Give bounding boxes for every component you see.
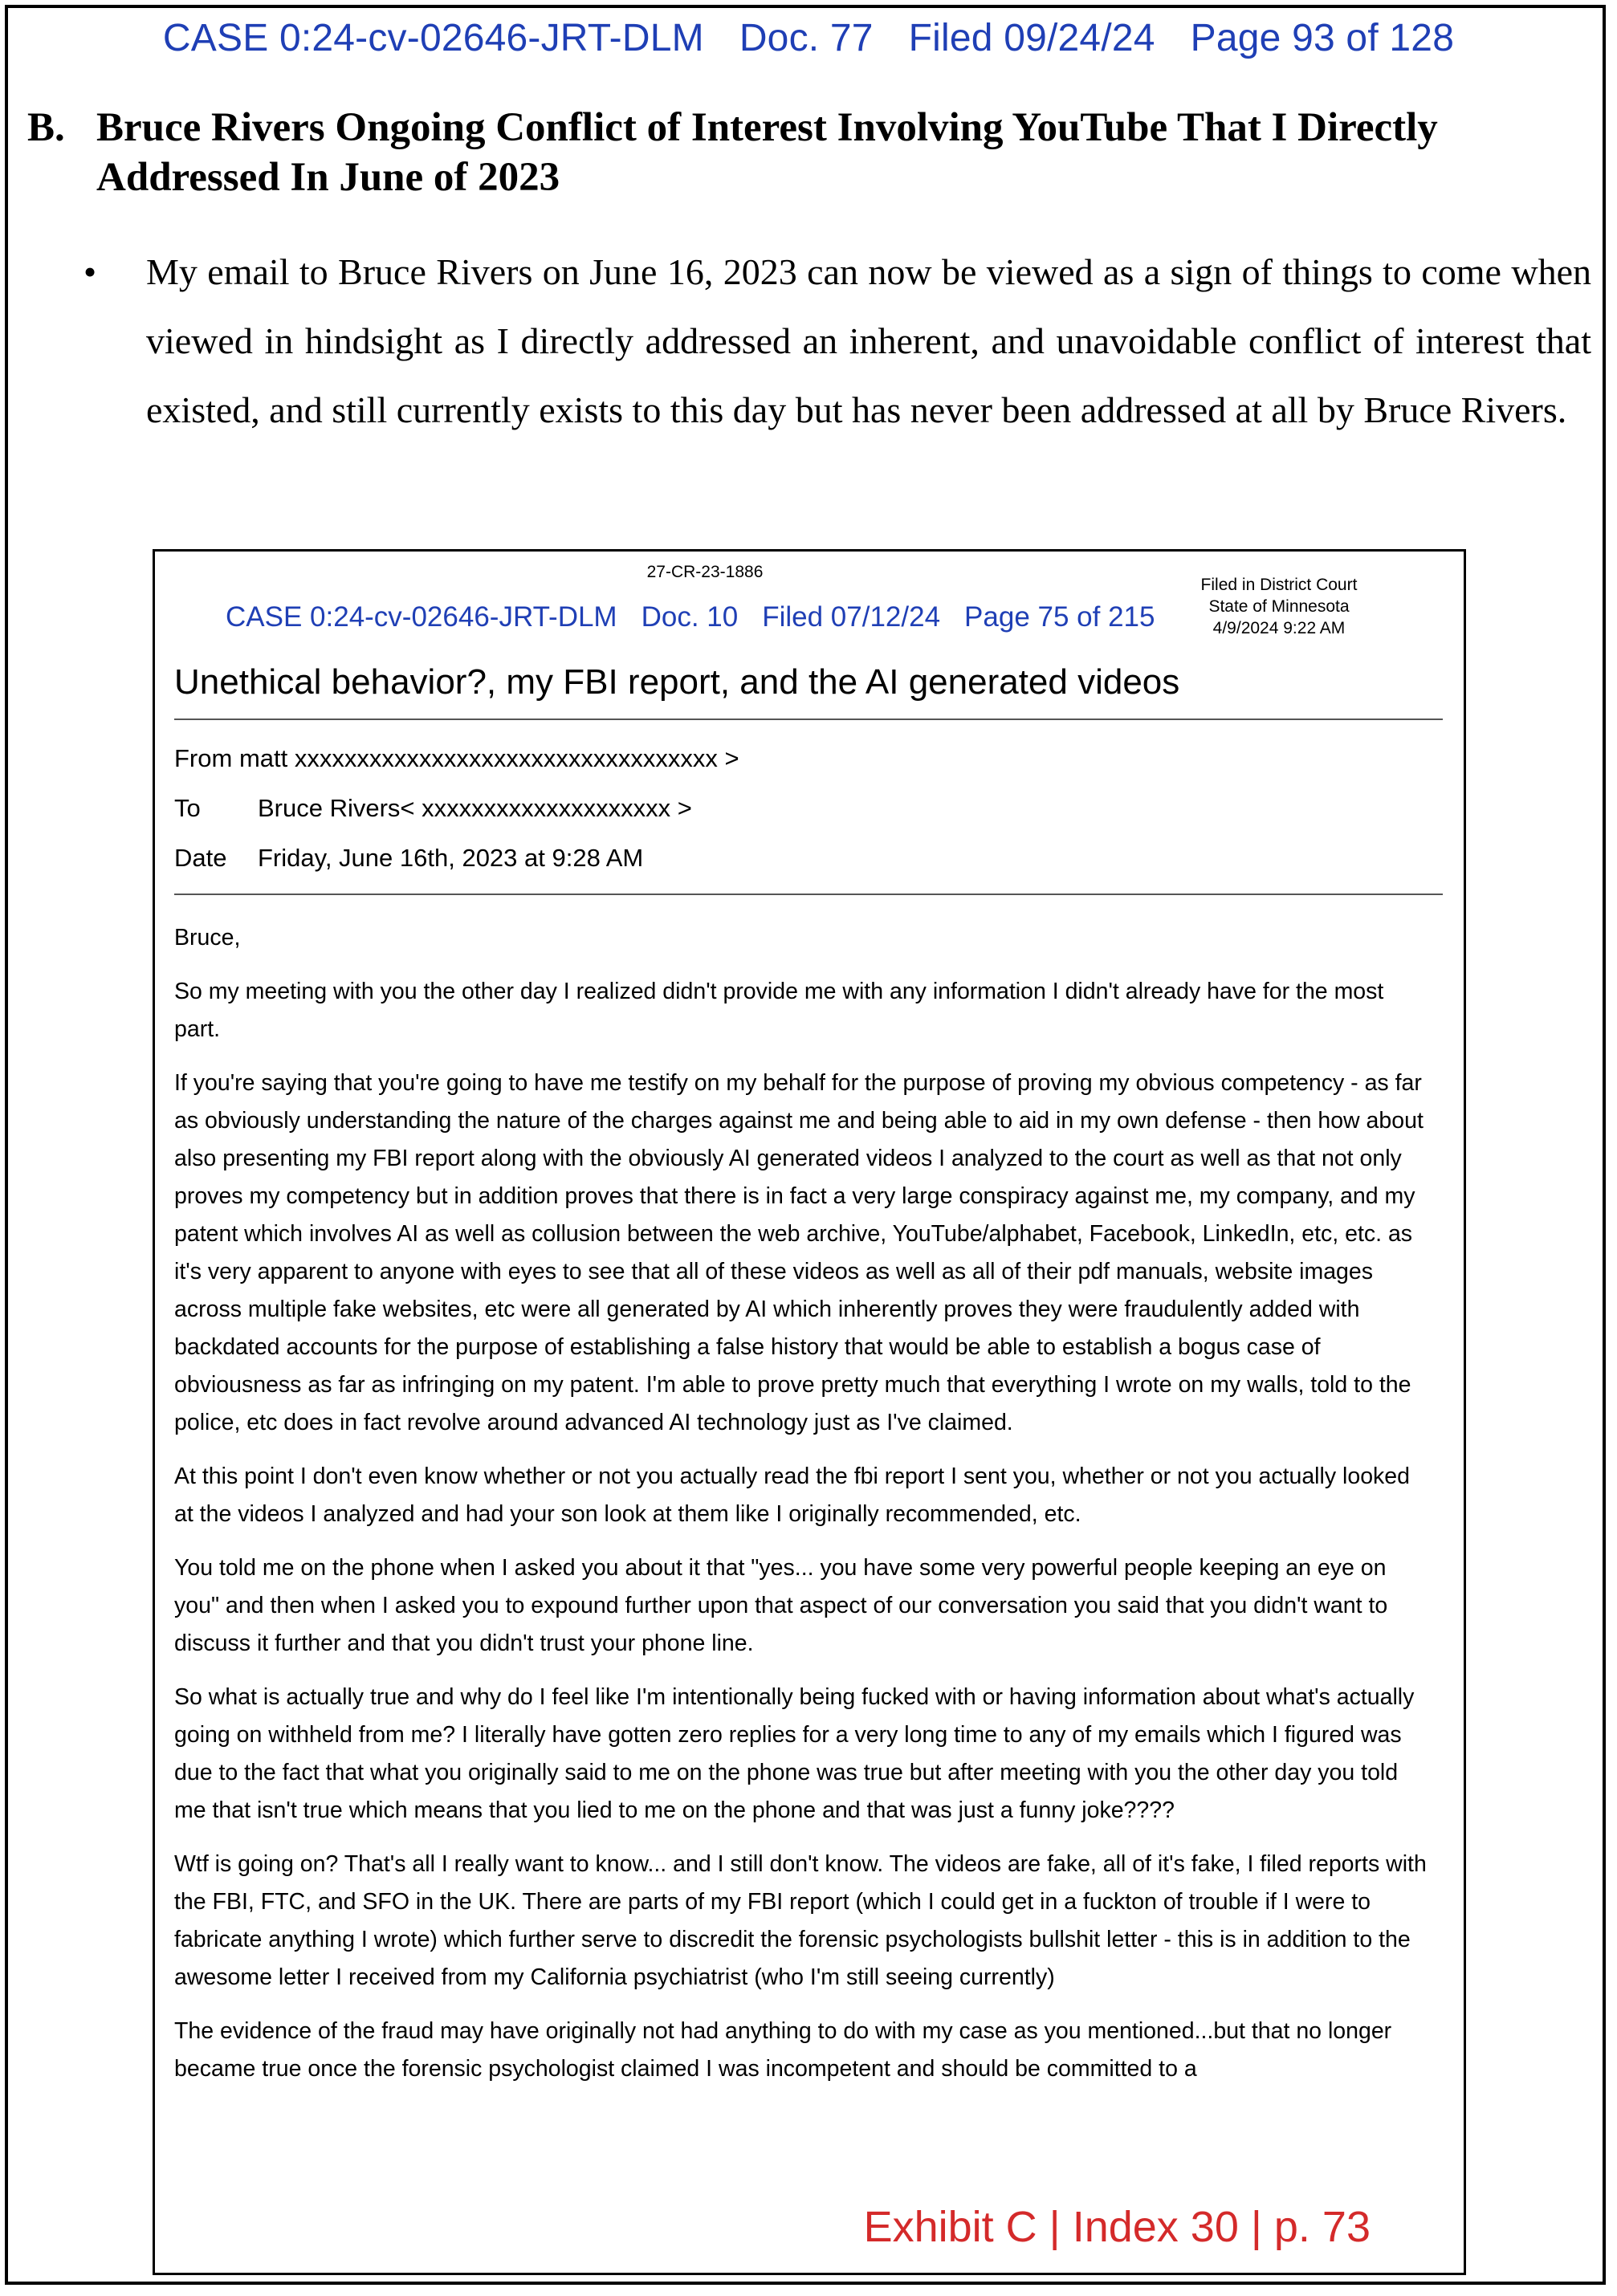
bullet-icon: • bbox=[83, 251, 97, 292]
section-title: Bruce Rivers Ongoing Conflict of Interest Involving YouTube That I Directly Addressed In June of 2023 bbox=[96, 105, 1438, 200]
email-paragraph: Bruce, bbox=[174, 925, 241, 951]
to-label: To bbox=[174, 794, 201, 822]
divider bbox=[174, 894, 1443, 895]
email-from-row bbox=[174, 744, 739, 773]
case-number: CASE 0:24-cv-02646-JRT-DLM bbox=[162, 17, 704, 59]
date-value: Friday, June 16th, 2023 at 9:28 AM bbox=[258, 844, 644, 872]
exhibit-stamp: Exhibit C | Index 30 | p. 73 bbox=[863, 2203, 1371, 2251]
exhibit-case-number: CASE 0:24-cv-02646-JRT-DLM bbox=[226, 601, 617, 633]
exhibit-document bbox=[153, 549, 1466, 2275]
email-subject: Unethical behavior?, my FBI report, and the AI generated videos bbox=[174, 662, 1180, 702]
filed-date: Filed 09/24/24 bbox=[908, 17, 1155, 59]
email-paragraph: So what is actually true and why do I feel like I'm intentionally being fucked with or having information about what's actually going on withheld from me? I literally have gotten zero replies for a very long time to any of my emails which I figured was due to the fact that what you originally said to me on the phone was true but after meeting with you the other day you told me that isn't true which means that you lied to me on the phone and that was just a funny joke???? bbox=[174, 1684, 1415, 1823]
email-paragraph: So my meeting with you the other day I realized didn't provide me with any information I didn't already have for the most part. bbox=[174, 979, 1384, 1042]
exhibit-page: Page 75 of 215 bbox=[964, 601, 1155, 633]
email-paragraph: Wtf is going on? That's all I really want to know... and I still don't know. The videos are fake, all of it's fake, I filed reports with the FBI, FTC, and SFO in the UK. There are parts of my FBI report (which I could get in a fuckton of trouble if I were to fabricate anything I wrote) which further serve to discredit the forensic psychologists bullshit letter - this is in addition to the awesome letter I received from my California psychiatrist (who I'm still seeing currently) bbox=[174, 1851, 1427, 1990]
doc-number: Doc. 77 bbox=[739, 17, 874, 59]
email-paragraph: The evidence of the fraud may have originally not had anything to do with my case as you mentioned...but that no longer became true once the forensic psychologist claimed I was incompetent and should be committed to a bbox=[174, 2018, 1392, 2082]
exhibit-filed: Filed 07/12/24 bbox=[762, 601, 941, 633]
exhibit-case-header bbox=[226, 601, 1179, 633]
email-paragraph: You told me on the phone when I asked you about it that "yes... you have some very powerful people keeping an eye on you" and then when I asked you to expound further upon that aspect of our conversation you said that you didn't want to discuss it further and that you didn't trust your phone line. bbox=[174, 1555, 1388, 1656]
email-paragraph: At this point I don't even know whether or not you actually read the fbi report I sent you, whether or not you actually looked at the videos I analyzed and had your son look at them like I originally recommended, etc. bbox=[174, 1463, 1410, 1527]
filed-stamp-line: 4/9/2024 9:22 AM bbox=[1212, 619, 1346, 637]
from-label: From bbox=[174, 744, 233, 772]
filed-stamp-line: State of Minnesota bbox=[1208, 597, 1350, 616]
from-value: matt xxxxxxxxxxxxxxxxxxxxxxxxxxxxxxxxxx > bbox=[238, 744, 739, 772]
email-body bbox=[174, 919, 1427, 2104]
divider bbox=[174, 719, 1443, 720]
page-number: Page 93 of 128 bbox=[1190, 17, 1455, 59]
exhibit-doc-number: 27-CR-23-1886 bbox=[646, 563, 764, 581]
bullet-paragraph: My email to Bruce Rivers on June 16, 2023 can now be viewed as a sign of things to come when viewed in hindsight as I directly addressed an inherent, and unavoidable conflict of interest that existed, and still currently exists to this day but has never been addressed at all by Bruce Rivers. bbox=[146, 251, 1591, 430]
case-header bbox=[0, 16, 1617, 60]
date-label: Date bbox=[174, 844, 227, 872]
email-paragraph: If you're saying that you're going to have me testify on my behalf for the purpose of proving my obvious competency - as far as obviously understanding the nature of the charges against me and being able to aid in my own defense - then how about also presenting my FBI report along with the obviously AI generated videos I analyzed to the court as well as that not only proves my competency but in addition proves that there is in fact a very large conspiracy against me, my company, and my patent which involves AI as well as collusion between the web archive, YouTube/alphabet, Facebook, LinkedIn, etc, etc. as it's very apparent to anyone with eyes to see that all of these videos as well as all of their pdf manuals, website images across multiple fake websites, etc were all generated by AI which inherently proves they were fraudulently added with backdated accounts for the purpose of establishing a false history that would be able to establish a bogus case of obviousness as far as infringing on my patent. I'm able to prove pretty much that everything I wrote on my walls, told to the police, etc does in fact revolve around advanced AI technology just as I've claimed. bbox=[174, 1070, 1424, 1435]
filed-stamp-line: Filed in District Court bbox=[1200, 576, 1358, 594]
email-date-row bbox=[174, 844, 643, 873]
section-letter: B. bbox=[27, 105, 65, 150]
filed-stamp bbox=[1175, 574, 1383, 639]
exhibit-doc: Doc. 10 bbox=[641, 601, 739, 633]
to-value: Bruce Rivers< xxxxxxxxxxxxxxxxxxxx > bbox=[258, 794, 692, 822]
email-to-row bbox=[174, 794, 692, 823]
